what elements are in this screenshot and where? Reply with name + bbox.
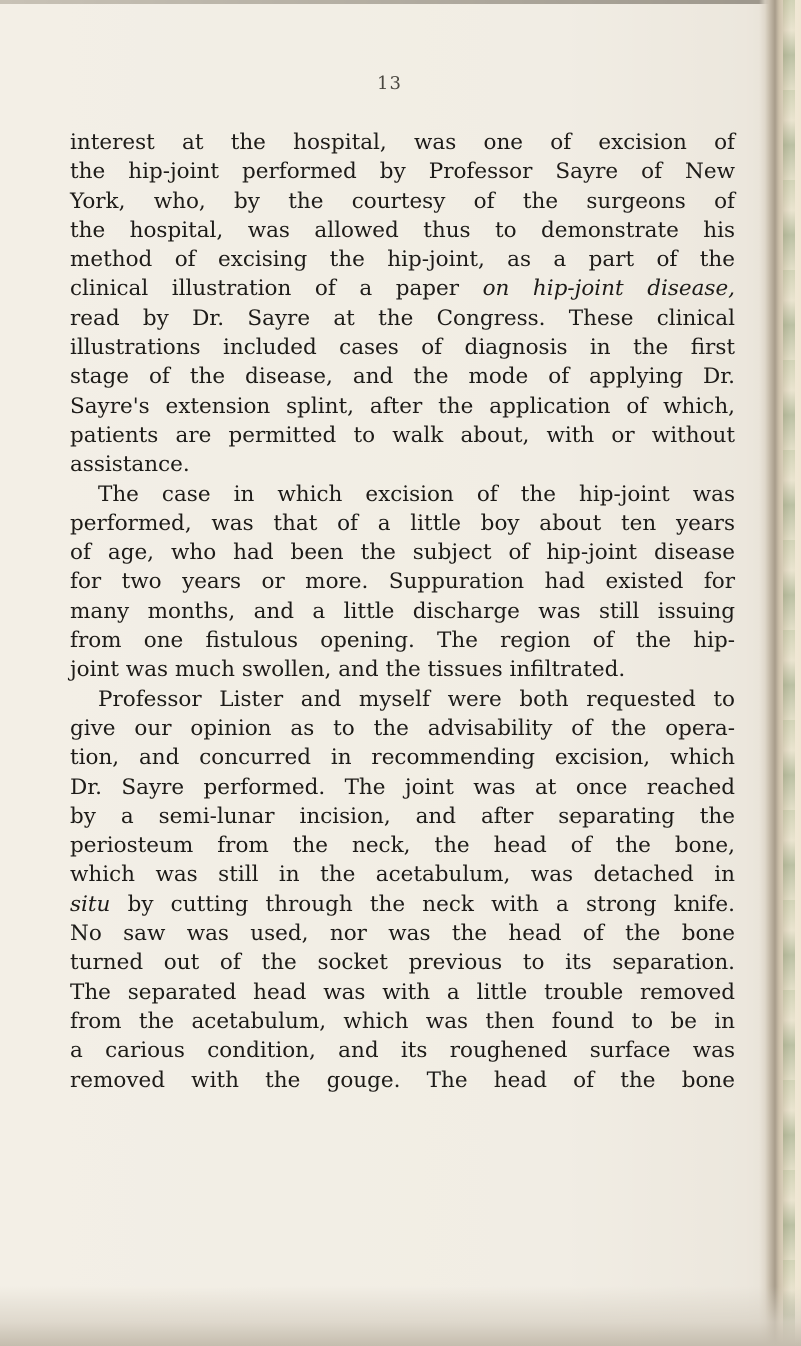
text-line: from one fistulous opening. The region of the hip- xyxy=(70,628,735,654)
page-top-edge xyxy=(0,0,801,4)
page-bottom-edge xyxy=(0,1286,801,1346)
text-line: illustrations included cases of diagnosis in the first xyxy=(70,335,735,361)
text-line: give our opinion as to the advisability of the opera- xyxy=(70,715,735,741)
text-line: stage of the disease, and the mode of applying Dr. xyxy=(70,364,735,390)
italic-title: on hip-joint disease, xyxy=(482,276,735,302)
text-line: No saw was used, nor was the head of the bone xyxy=(70,921,735,947)
text-line: which was still in the acetabulum, was detached in xyxy=(70,862,735,888)
text-line: Professor Lister and myself were both requested to xyxy=(98,686,735,712)
text-line: periosteum from the neck, the head of the bone, xyxy=(70,833,735,859)
text-line: the hospital, was allowed thus to demonstrate his xyxy=(70,217,735,243)
text-line: read by Dr. Sayre at the Congress. These clinical xyxy=(70,305,735,331)
text-line xyxy=(70,274,735,303)
text-line: of age, who had been the subject of hip-joint disease xyxy=(70,540,735,566)
page-number: 13 xyxy=(377,73,402,94)
text-run: clinical illustration of a paper xyxy=(70,276,483,302)
text-line: from the acetabulum, which was then found to be in xyxy=(70,1008,735,1034)
text-line: interest at the hospital, was one of excision of xyxy=(70,130,735,155)
text-line: many months, and a little discharge was still issuing xyxy=(70,598,735,624)
text-line: a carious condition, and its roughened surface was xyxy=(70,1038,735,1064)
text-line xyxy=(70,890,735,919)
book-spine-edge xyxy=(759,0,801,1346)
text-line: the hip-joint performed by Professor Sayre of New xyxy=(70,159,735,185)
text-line: turned out of the socket previous to its separation. xyxy=(70,950,735,976)
text-run: by cutting through the neck with a strong knife. xyxy=(110,891,735,917)
text-line: performed, was that of a little boy about ten years xyxy=(70,510,735,536)
text-line: York, who, by the courtesy of the surgeons of xyxy=(70,188,735,214)
text-line: for two years or more. Suppuration had existed for xyxy=(70,569,735,595)
text-line: The case in which excision of the hip-joint was xyxy=(98,481,735,507)
text-line: by a semi-lunar incision, and after separating the xyxy=(70,803,735,829)
body-text xyxy=(70,128,735,1095)
italic-phrase: situ xyxy=(70,891,111,917)
text-line: patients are permitted to walk about, with or without xyxy=(70,422,735,448)
text-line: method of excising the hip-joint, as a part of the xyxy=(70,247,735,273)
text-line: assistance. xyxy=(70,452,190,478)
text-line: removed with the gouge. The head of the bone xyxy=(70,1067,735,1093)
text-line: joint was much swollen, and the tissues infiltrated. xyxy=(70,657,626,683)
text-line: Sayre's extension splint, after the application of which, xyxy=(70,393,735,419)
text-line: Dr. Sayre performed. The joint was at once reached xyxy=(70,774,735,800)
text-line: tion, and concurred in recommending excision, which xyxy=(70,745,735,771)
text-line: The separated head was with a little trouble removed xyxy=(70,979,735,1005)
